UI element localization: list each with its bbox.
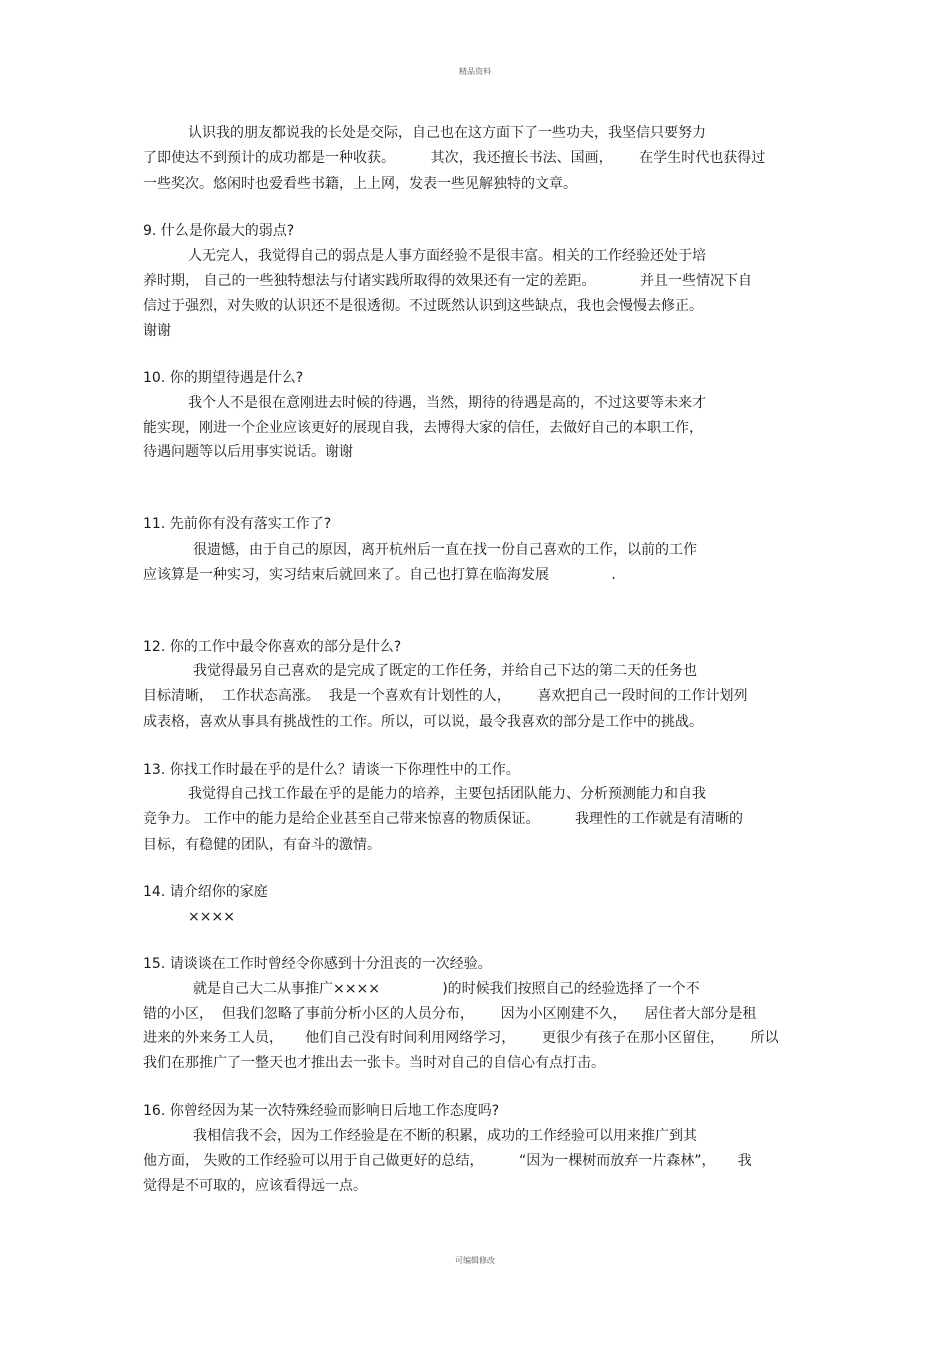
paragraph-line: 人无完人，我觉得自己的弱点是人事方面经验不是很丰富。相关的工作经验还处于培 <box>188 248 706 264</box>
paragraph-line: 能实现，刚进一个企业应该更好的展现自我，去博得大家的信任，去做好自己的本职工作， <box>143 420 703 436</box>
page-header: 精品资料 <box>459 67 491 76</box>
page-footer: 可编辑修改 <box>455 1256 495 1265</box>
paragraph-line: 很遗憾，由于自己的原因，离开杭州后一直在找一份自己喜欢的工作，以前的工作 <box>193 542 697 558</box>
question-heading: 13. 你找工作时最在乎的是什么？请谈一下你理性中的工作。 <box>143 762 520 778</box>
question-heading: 11. 先前你有没有落实工作了? <box>143 516 332 532</box>
question-heading: 14. 请介绍你的家庭 <box>143 884 268 900</box>
question-heading: 16. 你曾经因为某一次特殊经验而影响日后地工作态度吗? <box>143 1103 500 1119</box>
paragraph-line: 我们在那推广了一整天也才推出去一张卡。当时对自己的自信心有点打击。 <box>143 1055 605 1071</box>
paragraph-line: 觉得是不可取的，应该看得远一点。 <box>143 1178 367 1194</box>
paragraph-line: 我个人不是很在意刚进去时候的待遇，当然，期待的待遇是高的，不过这要等未来才 <box>188 395 706 411</box>
paragraph-line: 养时期， 自己的一些独特想法与付诸实践所取得的效果还有一定的差距。 并且一些情况下自 <box>143 273 752 289</box>
paragraph-line: 他方面， 失败的工作经验可以用于自己做更好的总结， “因为一棵树而放弃一片森林”， 我 <box>143 1153 752 1169</box>
paragraph-line: 目标清晰， 工作状态高涨。 我是一个喜欢有计划性的人， 喜欢把自己一段时间的工作计划列 <box>143 688 748 704</box>
question-heading: 12. 你的工作中最令你喜欢的部分是什么? <box>143 639 402 655</box>
paragraph-line: 信过于强烈，对失败的认识还不是很透彻。不过既然认识到这些缺点，我也会慢慢去修正。 <box>143 298 703 314</box>
paragraph-line: 进来的外来务工人员， 他们自己没有时间利用网络学习， 更很少有孩子在那小区留住， 所以 <box>143 1030 779 1046</box>
question-heading: 9. 什么是你最大的弱点? <box>143 223 295 239</box>
paragraph-line: ×××× <box>188 909 235 925</box>
question-heading: 15. 请谈谈在工作时曾经令你感到十分沮丧的一次经验。 <box>143 956 492 972</box>
paragraph-line: 目标，有稳健的团队，有奋斗的激情。 <box>143 837 381 853</box>
paragraph-line: 谢谢 <box>143 323 171 339</box>
paragraph-line: 我觉得自己找工作最在乎的是能力的培养，主要包括团队能力、分析预测能力和自我 <box>188 786 706 802</box>
paragraph-line: 就是自己大二从事推广×××× )的时候我们按照自己的经验选择了一个不 <box>193 981 700 997</box>
paragraph-line: 成表格，喜欢从事具有挑战性的工作。所以，可以说，最令我喜欢的部分是工作中的挑战。 <box>143 714 703 730</box>
question-heading: 10. 你的期望待遇是什么? <box>143 370 304 386</box>
paragraph-line: 认识我的朋友都说我的长处是交际，自己也在这方面下了一些功夫，我坚信只要努力 <box>188 125 706 141</box>
paragraph-line: 错的小区， 但我们忽略了事前分析小区的人员分布， 因为小区刚建不久， 居住者大部分是租 <box>143 1006 757 1022</box>
paragraph-line: 待遇问题等以后用事实说话。谢谢 <box>143 444 353 460</box>
paragraph-line: 一些奖次。悠闲时也爱看些书籍，上上网，发表一些见解独特的文章。 <box>143 176 577 192</box>
paragraph-line: 竞争力。 工作中的能力是给企业甚至自己带来惊喜的物质保证。 我理性的工作就是有清晰的 <box>143 811 744 827</box>
paragraph-line: 了即使达不到预计的成功都是一种收获。 其次，我还擅长书法、国画， 在学生时代也获得过 <box>143 150 766 166</box>
paragraph-line: 应该算是一种实习，实习结束后就回来了。自己也打算在临海发展 . <box>143 567 616 583</box>
paragraph-line: 我相信我不会，因为工作经验是在不断的积累，成功的工作经验可以用来推广到其 <box>193 1128 697 1144</box>
paragraph-line: 我觉得最另自己喜欢的是完成了既定的工作任务，并给自己下达的第二天的任务也 <box>193 663 697 679</box>
